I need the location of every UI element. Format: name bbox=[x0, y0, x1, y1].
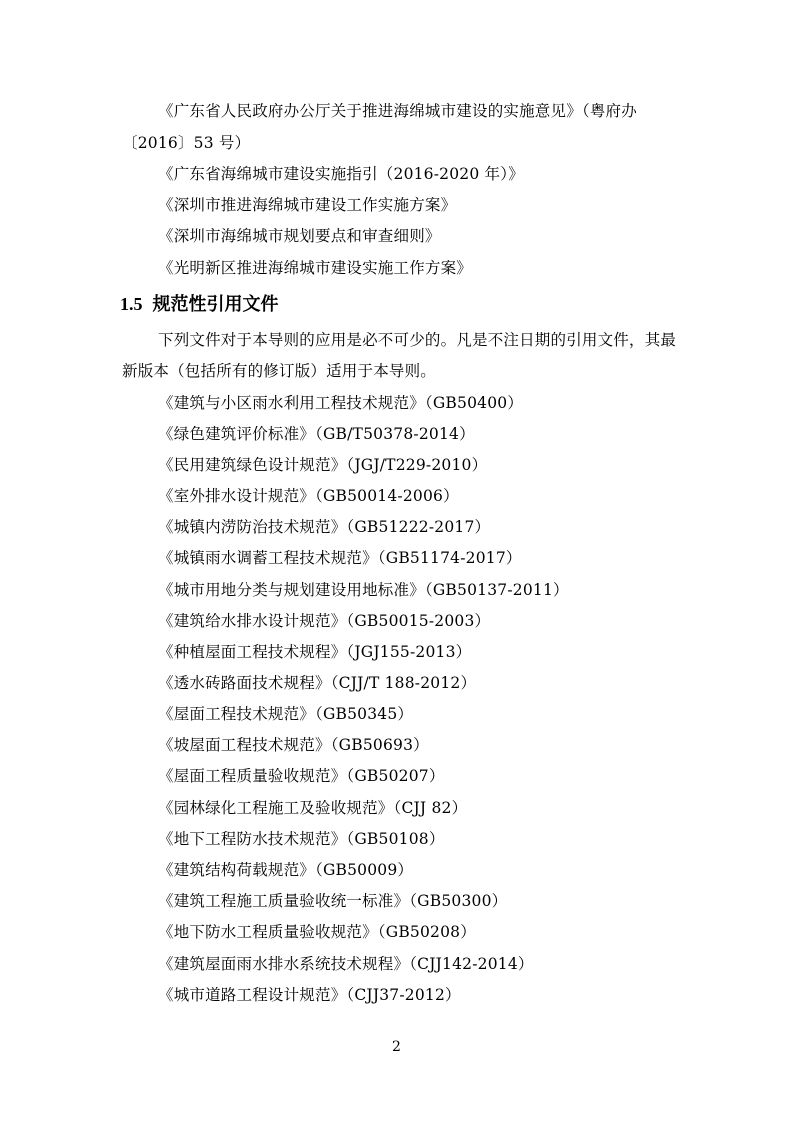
intro-line: 《深圳市推进海绵城市建设工作实施方案》 bbox=[158, 196, 457, 214]
reference-item: 《城镇雨水调蓄工程技术规范》（GB51174-2017） bbox=[158, 549, 522, 567]
section-number: 1.5 bbox=[120, 294, 143, 314]
reference-item: 《坡屋面工程技术规范》（GB50693） bbox=[158, 736, 429, 754]
page-number: 2 bbox=[392, 1039, 401, 1055]
reference-item: 《屋面工程技术规范》（GB50345） bbox=[158, 705, 414, 723]
paragraph-line: 下列文件对于本导则的应用是必不可少的。凡是不注日期的引用文件，其最 bbox=[158, 331, 677, 349]
reference-item: 《建筑工程施工质量验收统一标准》（GB50300） bbox=[158, 892, 508, 910]
reference-item: 《城市道路工程设计规范》（CJJ37-2012） bbox=[158, 986, 461, 1004]
intro-line: 《广东省海绵城市建设实施指引（2016-2020 年）》 bbox=[158, 165, 524, 183]
reference-item: 《建筑屋面雨水排水系统技术规程》（CJJ142-2014） bbox=[158, 955, 534, 973]
reference-item: 《建筑给水排水设计规范》（GB50015-2003） bbox=[158, 612, 491, 630]
reference-item: 《城市用地分类与规划建设用地标准》（GB50137-2011） bbox=[158, 581, 569, 599]
intro-line: 《深圳市海绵城市规划要点和审查细则》 bbox=[158, 227, 441, 245]
reference-item: 《室外排水设计规范》（GB50014-2006） bbox=[158, 487, 459, 505]
reference-item: 《民用建筑绿色设计规范》（JGJ/T229-2010） bbox=[158, 456, 488, 474]
reference-item: 《种植屋面工程技术规程》（JGJ155-2013） bbox=[158, 643, 472, 661]
section-title: 规范性引用文件 bbox=[152, 294, 279, 315]
reference-item: 《屋面工程质量验收规范》（GB50207） bbox=[158, 767, 445, 785]
reference-item: 《建筑结构荷载规范》（GB50009） bbox=[158, 861, 414, 879]
reference-item: 《地下工程防水技术规范》（GB50108） bbox=[158, 830, 445, 848]
reference-item: 《绿色建筑评价标准》（GB/T50378-2014） bbox=[158, 425, 475, 443]
reference-item: 《城镇内涝防治技术规范》（GB51222-2017） bbox=[158, 518, 491, 536]
paragraph-line: 新版本（包括所有的修订版）适用于本导则。 bbox=[122, 362, 437, 380]
reference-item: 《透水砖路面技术规程》（CJJ/T 188-2012） bbox=[158, 674, 477, 692]
intro-line: 《光明新区推进海绵城市建设实施工作方案》 bbox=[158, 259, 473, 277]
reference-item: 《地下防水工程质量验收规范》（GB50208） bbox=[158, 923, 476, 941]
intro-line: 〔2016〕53 号） bbox=[122, 134, 251, 152]
intro-line: 《广东省人民政府办公厅关于推进海绵城市建设的实施意见》（粤府办 bbox=[158, 102, 637, 120]
section-heading bbox=[120, 292, 279, 317]
reference-item: 《建筑与小区雨水利用工程技术规范》（GB50400） bbox=[158, 394, 524, 412]
reference-item: 《园林绿化工程施工及验收规范》（CJJ 82） bbox=[158, 799, 468, 817]
